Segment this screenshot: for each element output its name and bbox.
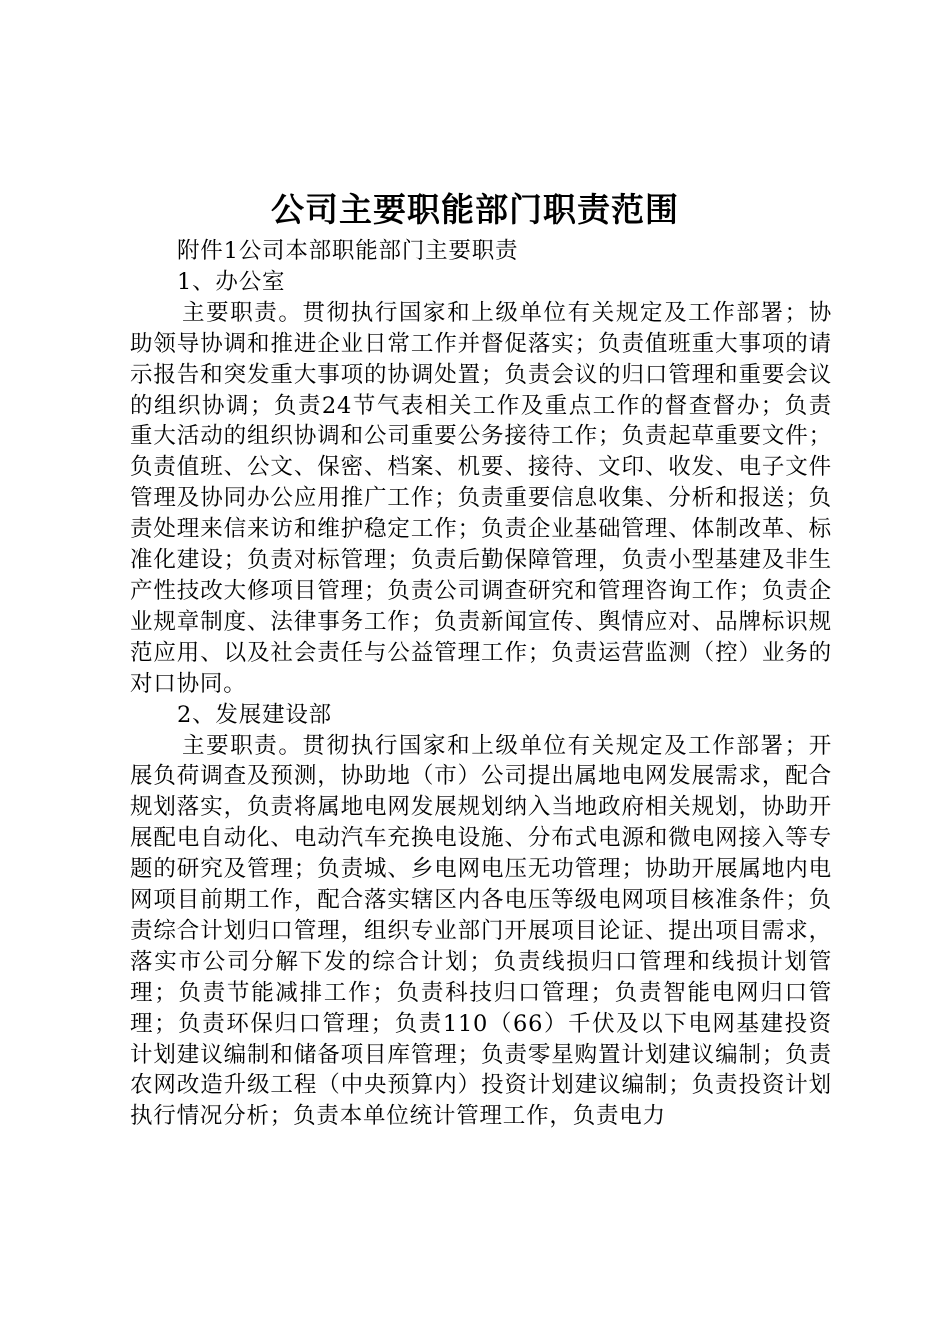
document-body xyxy=(130,236,832,1132)
section-heading-development: 2、发展建设部 xyxy=(177,701,332,728)
attachment-line: 附件1公司本部职能部门主要职责 xyxy=(177,238,519,264)
section-content-development: 主要职责。贯彻执行国家和上级单位有关规定及工作部署；开展负荷调查及预测，协助地（市）公司提出属地电网发展需求，配合规划落实，负责将属地电网发展规划纳入当地政府相关规划，协助开展配电自动化、电动汽车充换电设施、分布式电源和微电网接入等专题的研究及管理；负责城、乡电网电压无功管理；协助开展属地内电网项目前期工作，配合落实辖区内各电压等级电网项目核准条件；负责综合计划归口管理，组织专业部门开展项目论证、提出项目需求，落实市公司分解下发的综合计划；负责线损归口管理和线损计划管理；负责节能减排工作；负责科技归口管理；负责智能电网归口管理；负责环保归口管理；负责110（66）千伏及以下电网基建投资计划建议编制和储备项目库管理；负责零星购置计划建议编制；负责农网改造升级工程（中央预算内）投资计划建议编制；负责投资计划执行情况分析；负责本单位统计管理工作，负责电力 xyxy=(130,732,832,1130)
section-content-office: 主要职责。贯彻执行国家和上级单位有关规定及工作部署；协助领导协调和推进企业日常工作并督促落实；负责值班重大事项的请示报告和突发重大事项的协调处置；负责会议的归口管理和重要会议的组织协调；负责24节气表相关工作及重点工作的督查督办；负责重大活动的组织协调和公司重要公务接待工作；负责起草重要文件；负责值班、公文、保密、档案、机要、接待、文印、收发、电子文件管理及协同办公应用推广工作；负责重要信息收集、分析和报送；负责处理来信来访和维护稳定工作；负责企业基础管理、体制改革、标准化建设；负责对标管理；负责后勤保障管理，负责小型基建及非生产性技改大修项目管理；负责公司调查研究和管理咨询工作；负责企业规章制度、法律事务工作；负责新闻宣传、舆情应对、品牌标识规范应用、以及社会责任与公益管理工作；负责运营监测（控）业务的对口协同。 xyxy=(130,299,832,697)
section-heading-office: 1、办公室 xyxy=(177,268,286,295)
document-title: 公司主要职能部门职责范围 xyxy=(271,190,679,229)
